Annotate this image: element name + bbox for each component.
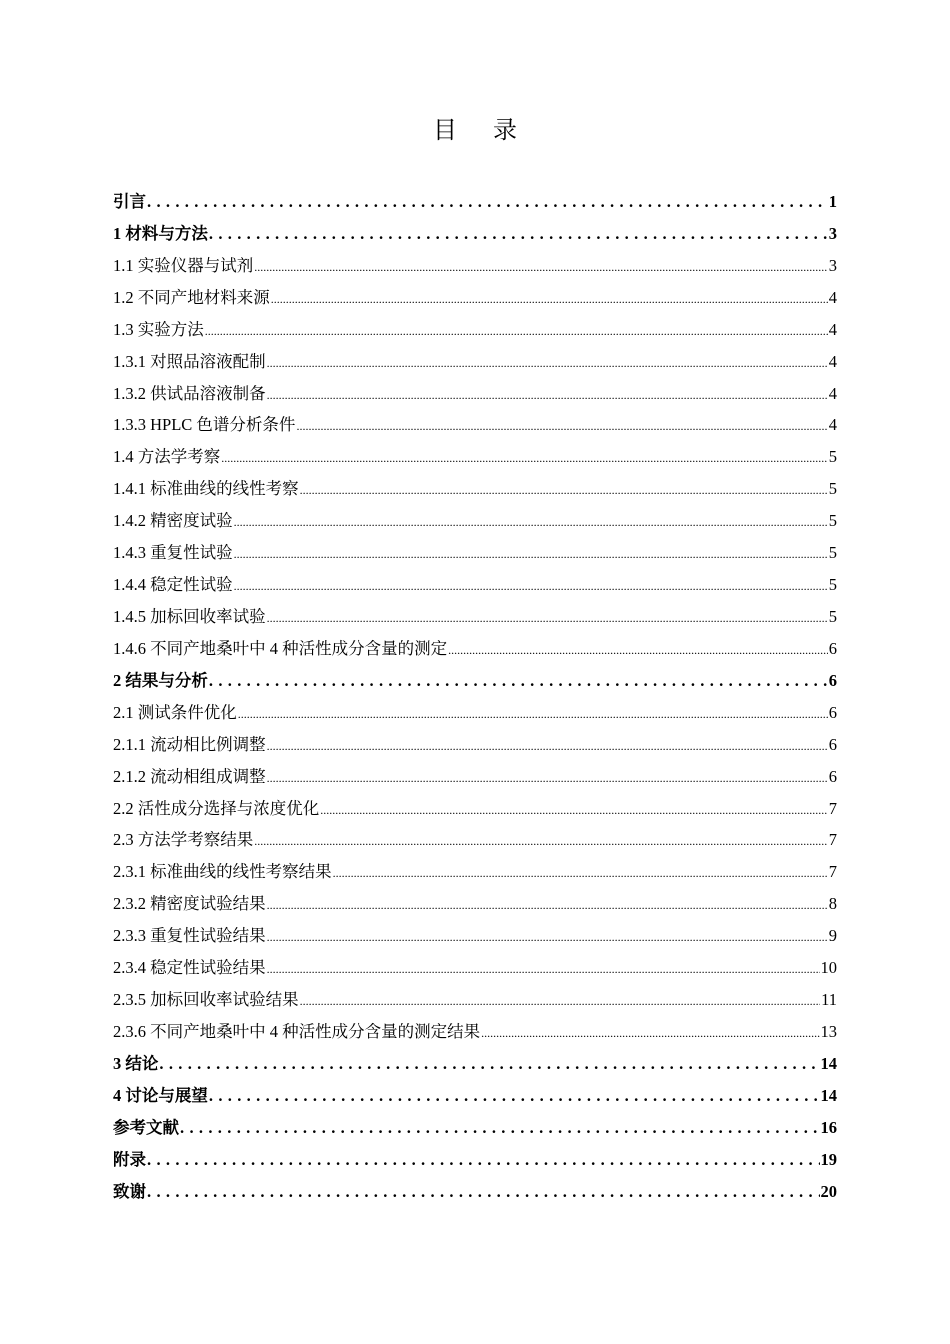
toc-entry-label: 2.3.3 重复性试验结果: [113, 926, 266, 946]
toc-dot-leader: [300, 984, 820, 1018]
toc-entry-page-number: 5: [828, 447, 837, 467]
toc-dot-leader: [267, 601, 828, 635]
toc-entry-label: 1.4.6 不同产地桑叶中 4 种活性成分含量的测定: [113, 638, 448, 658]
toc-entry-page-number: 6: [828, 734, 837, 754]
toc-entry[interactable]: [113, 1080, 837, 1112]
toc-entry[interactable]: [113, 409, 837, 441]
toc-dot-leader: [267, 378, 828, 412]
toc-dot-leader: [320, 793, 828, 827]
toc-entry-page-number: 4: [828, 383, 837, 403]
toc-entry-label: 引言: [113, 192, 146, 211]
toc-entry-page-number: 5: [828, 606, 837, 626]
toc-dot-leader: [300, 473, 828, 507]
toc-entry-page-number: 1: [828, 192, 837, 211]
toc-entry-label: 1.4.3 重复性试验: [113, 543, 233, 563]
toc-entry-page-number: 13: [820, 1021, 837, 1041]
toc-entry-page-number: 11: [821, 990, 837, 1010]
toc-entry-label: 4 讨论与展望: [113, 1085, 208, 1105]
toc-entry[interactable]: [113, 1016, 837, 1048]
toc-entry[interactable]: [113, 793, 837, 825]
toc-entry[interactable]: [113, 250, 837, 282]
toc-entry[interactable]: [113, 633, 837, 665]
toc-entry-page-number: 14: [820, 1085, 837, 1105]
toc-dot-leader: [209, 1080, 820, 1112]
toc-entry-page-number: 5: [828, 479, 837, 499]
toc-dot-leader: [234, 569, 828, 603]
toc-entry[interactable]: [113, 218, 837, 250]
toc-dot-leader: [254, 250, 828, 284]
toc-entry-label: 2.3.6 不同产地桑叶中 4 种活性成分含量的测定结果: [113, 1021, 481, 1041]
toc-dot-leader: [234, 505, 828, 539]
toc-entry[interactable]: [113, 665, 837, 697]
toc-entry-page-number: 4: [828, 287, 837, 307]
toc-entry-page-number: 19: [820, 1149, 837, 1169]
toc-dot-leader: [333, 856, 828, 890]
toc-dot-leader: [159, 1048, 819, 1080]
toc-entry-page-number: 5: [828, 575, 837, 595]
toc-entry[interactable]: [113, 473, 837, 505]
toc-entry-page-number: 6: [828, 638, 837, 658]
toc-entry[interactable]: [113, 888, 837, 920]
toc-dot-leader: [481, 1016, 819, 1050]
page-title-char-2: 录: [493, 116, 517, 144]
toc-entry-label: 2.3.1 标准曲线的线性考察结果: [113, 862, 332, 882]
toc-entry[interactable]: [113, 856, 837, 888]
toc-entry-page-number: 3: [828, 223, 837, 243]
toc-entry[interactable]: [113, 601, 837, 633]
toc-entry-label: 致谢: [113, 1181, 146, 1201]
toc-entry[interactable]: [113, 729, 837, 761]
toc-entry-label: 2.1.2 流动相组成调整: [113, 766, 266, 786]
toc-entry-label: 2.1.1 流动相比例调整: [113, 734, 266, 754]
toc-entry[interactable]: [113, 697, 837, 729]
toc-dot-leader: [296, 409, 827, 443]
toc-entry-label: 参考文献: [113, 1117, 179, 1137]
toc-entry-label: 2.3.4 稳定性试验结果: [113, 958, 266, 978]
toc-entry-label: 1.4.5 加标回收率试验: [113, 606, 266, 626]
toc-dot-leader: [267, 346, 828, 380]
toc-entry[interactable]: [113, 314, 837, 346]
toc-entry-page-number: 16: [820, 1117, 837, 1137]
toc-entry[interactable]: [113, 346, 837, 378]
toc-dot-leader: [254, 824, 828, 858]
page-title-char-1: 目: [433, 116, 457, 144]
toc-entry-label: 2.2 活性成分选择与浓度优化: [113, 798, 320, 818]
toc-entry-label: 1.3 实验方法: [113, 319, 204, 339]
toc-entry[interactable]: [113, 1176, 837, 1208]
toc-entry-page-number: 8: [828, 894, 837, 914]
toc-dot-leader: [267, 888, 828, 922]
toc-entry-label: 1.4 方法学考察: [113, 447, 221, 467]
toc-entry-page-number: 6: [828, 670, 837, 690]
toc-entry[interactable]: [113, 505, 837, 537]
toc-entry-page-number: 5: [828, 543, 837, 563]
toc-entry-page-number: 7: [828, 798, 837, 818]
toc-entry-page-number: 5: [828, 511, 837, 531]
toc-entry[interactable]: [113, 378, 837, 410]
toc-entry-page-number: 4: [828, 319, 837, 339]
toc-entry-label: 1.3.2 供试品溶液制备: [113, 383, 266, 403]
toc-entry-label: 2.3 方法学考察结果: [113, 830, 254, 850]
toc-dot-leader: [267, 952, 820, 986]
toc-dot-leader: [180, 1112, 820, 1144]
toc-entry[interactable]: [113, 569, 837, 601]
toc-entry[interactable]: [113, 984, 837, 1016]
toc-entry[interactable]: [113, 1048, 837, 1080]
toc-entry-page-number: 20: [820, 1181, 837, 1201]
toc-entry-page-number: 9: [828, 926, 837, 946]
toc-entry-page-number: 4: [828, 415, 837, 435]
toc-entry-page-number: 6: [828, 702, 837, 722]
toc-entry-page-number: 4: [828, 351, 837, 371]
toc-entry[interactable]: [113, 537, 837, 569]
toc-entry-page-number: 10: [820, 958, 837, 978]
toc-entry-label: 2.3.2 精密度试验结果: [113, 894, 266, 914]
toc-entry-page-number: 7: [828, 862, 837, 882]
toc-dot-leader: [234, 537, 828, 571]
toc-dot-leader: [238, 697, 828, 731]
toc-entry[interactable]: [113, 1112, 837, 1144]
toc-dot-leader: [448, 633, 828, 667]
toc-entry-label: 1.4.4 稳定性试验: [113, 575, 233, 595]
toc-entry-label: 1.1 实验仪器与试剂: [113, 255, 254, 275]
toc-dot-leader: [267, 920, 828, 954]
toc-entry-label: 1.2 不同产地材料来源: [113, 287, 270, 307]
toc-dot-leader: [267, 729, 828, 763]
toc-entry[interactable]: [113, 761, 837, 793]
toc-entry[interactable]: [113, 824, 837, 856]
page-title: [0, 114, 950, 146]
toc-entry-label: 2 结果与分析: [113, 670, 208, 690]
toc-entry-label: 附录: [113, 1149, 146, 1169]
toc-dot-leader: [209, 665, 828, 697]
toc-dot-leader: [147, 1144, 820, 1176]
toc-entry[interactable]: [113, 186, 837, 218]
toc-dot-leader: [147, 1176, 820, 1208]
toc-entry[interactable]: [113, 441, 837, 473]
table-of-contents: [113, 186, 837, 1208]
toc-entry-label: 1 材料与方法: [113, 223, 208, 243]
toc-entry-label: 3 结论: [113, 1053, 159, 1073]
toc-entry-label: 1.4.2 精密度试验: [113, 511, 233, 531]
toc-entry[interactable]: [113, 952, 837, 984]
toc-entry-page-number: 7: [828, 830, 837, 850]
toc-entry[interactable]: [113, 1144, 837, 1176]
toc-entry-label: 2.1 测试条件优化: [113, 702, 237, 722]
toc-entry[interactable]: [113, 282, 837, 314]
toc-entry-page-number: 3: [828, 255, 837, 275]
toc-entry-label: 2.3.5 加标回收率试验结果: [113, 990, 299, 1010]
toc-dot-leader: [221, 441, 828, 475]
toc-dot-leader: [147, 186, 828, 218]
toc-entry-label: 1.3.3 HPLC 色谱分析条件: [113, 415, 296, 435]
toc-dot-leader: [271, 282, 828, 316]
toc-dot-leader: [205, 314, 828, 348]
toc-dot-leader: [267, 761, 828, 795]
toc-entry[interactable]: [113, 920, 837, 952]
toc-entry-label: 1.3.1 对照品溶液配制: [113, 351, 266, 371]
toc-entry-page-number: 6: [828, 766, 837, 786]
toc-entry-page-number: 14: [820, 1053, 837, 1073]
toc-dot-leader: [209, 218, 828, 250]
toc-entry-label: 1.4.1 标准曲线的线性考察: [113, 479, 299, 499]
